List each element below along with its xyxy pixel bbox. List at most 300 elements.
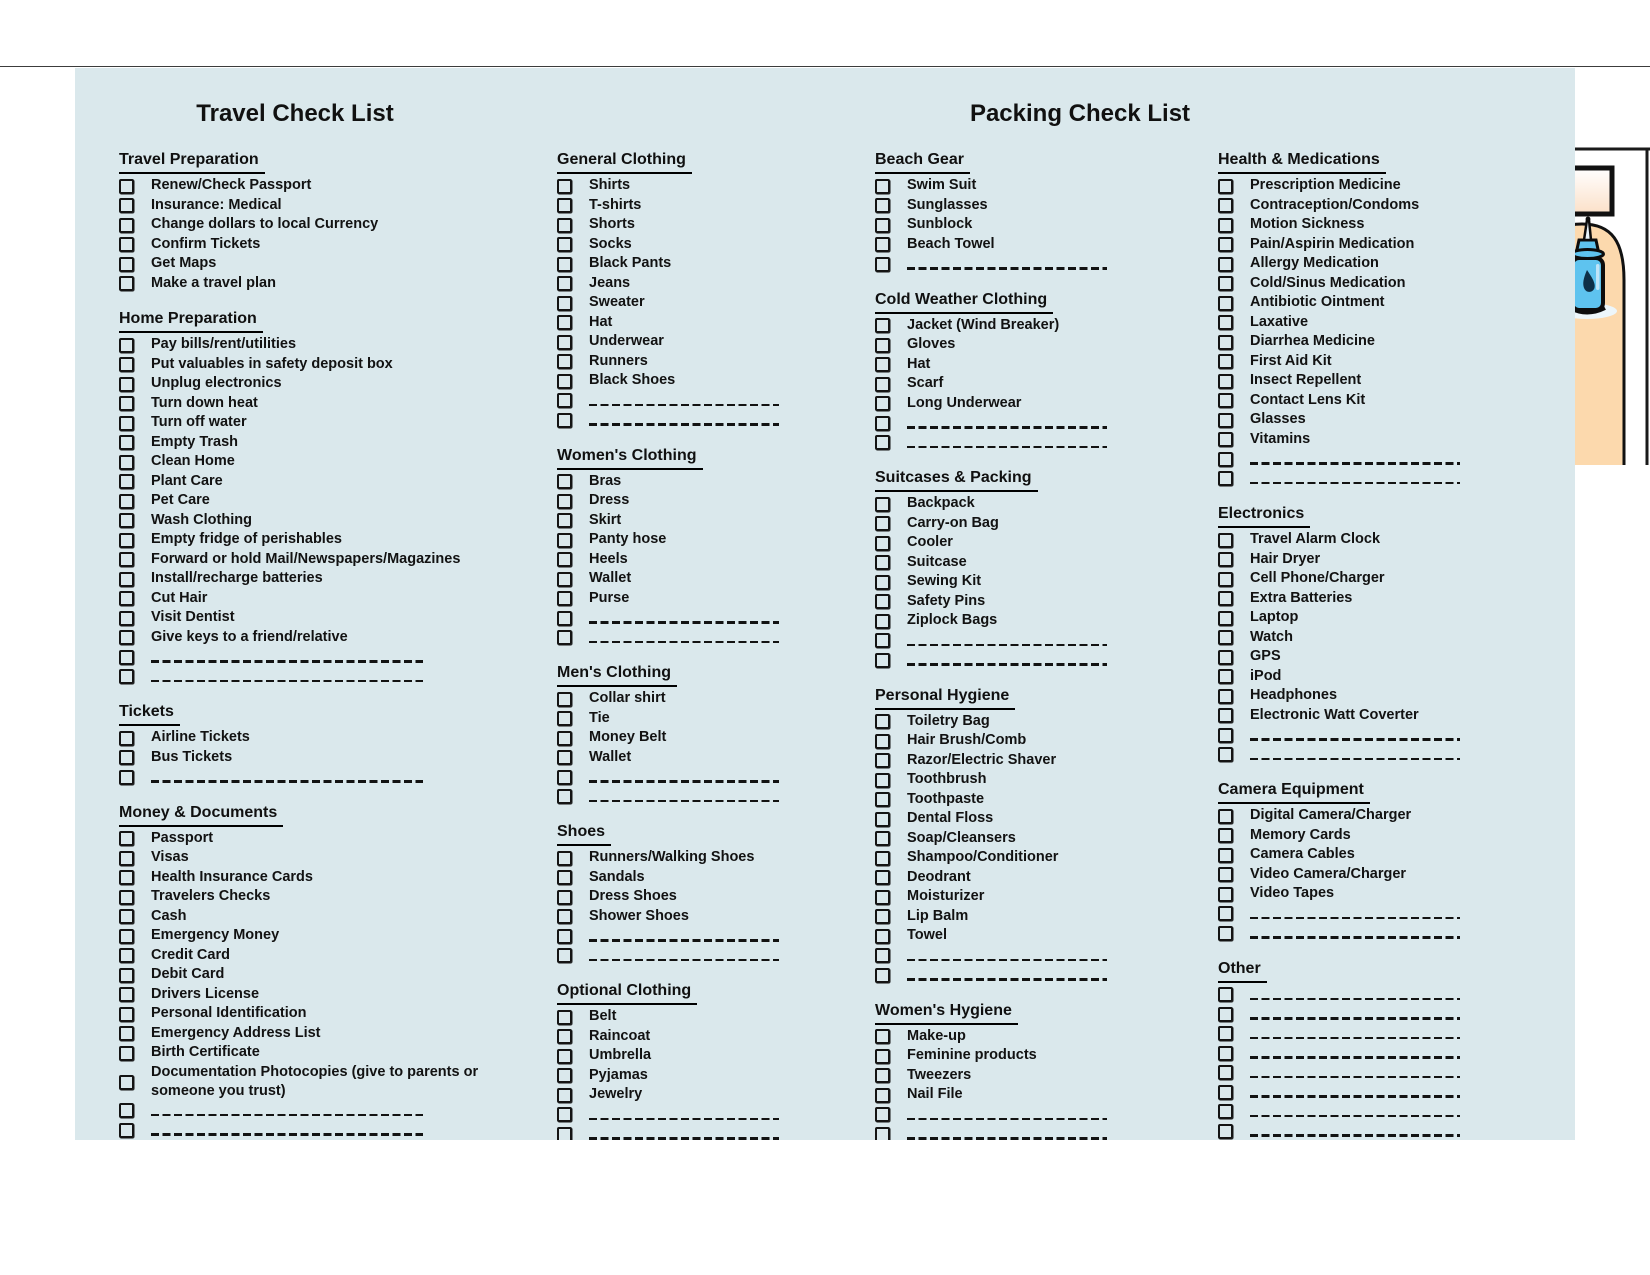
checklist-row xyxy=(557,608,837,628)
checklist-item-label: Sandals xyxy=(589,868,645,885)
checklist-column-2 xyxy=(557,150,837,1140)
checklist-item-label: Put valuables in safety deposit box xyxy=(151,355,393,372)
checklist-item-label: Confirm Tickets xyxy=(151,235,261,252)
checklist-item-label: Tie xyxy=(589,709,610,726)
checklist-item-label: Shorts xyxy=(589,216,635,233)
checklist-item-label: Travel Alarm Clock xyxy=(1250,531,1381,548)
checklist-row xyxy=(557,1007,837,1027)
checklist-row xyxy=(1218,923,1518,943)
checklist-row xyxy=(557,274,837,294)
checkbox-icon xyxy=(1218,987,1233,1002)
checklist-row xyxy=(1218,352,1518,372)
checklist-item-label: Cash xyxy=(151,907,187,924)
checkbox-icon xyxy=(1218,689,1233,704)
checklist-row xyxy=(875,731,1155,751)
checklist-item-label: Sunblock xyxy=(907,216,973,233)
checkbox-icon xyxy=(119,987,134,1002)
checkbox-icon xyxy=(875,929,890,944)
checklist-row xyxy=(119,848,519,868)
checklist-row xyxy=(557,235,837,255)
section-heading: Camera Equipment xyxy=(1218,780,1370,804)
checklist-row xyxy=(557,628,837,648)
checklist-section xyxy=(875,290,1155,453)
checklist-item-label: Forward or hold Mail/Newspapers/Magazines xyxy=(151,550,461,567)
checklist-item-label: Jewelry xyxy=(589,1086,643,1103)
checklist-section xyxy=(1218,959,1518,1141)
section-heading: Cold Weather Clothing xyxy=(875,290,1053,314)
checklist-row xyxy=(119,394,519,414)
checklist-item-label: Glasses xyxy=(1250,411,1306,428)
checkbox-icon xyxy=(119,474,134,489)
checkbox-icon xyxy=(557,630,572,645)
checklist-row xyxy=(1218,313,1518,333)
checklist-row xyxy=(875,611,1155,631)
checkbox-icon xyxy=(875,396,890,411)
blank-write-in-line xyxy=(589,404,779,407)
checkbox-icon xyxy=(1218,198,1233,213)
checklist-section xyxy=(875,1001,1155,1141)
checkbox-icon xyxy=(119,770,134,785)
checklist-row xyxy=(119,829,519,849)
checklist-row xyxy=(557,569,837,589)
checkbox-icon xyxy=(557,413,572,428)
checklist-row xyxy=(1218,569,1518,589)
checklist-row xyxy=(875,1105,1155,1125)
checklist-item-label: Cold/Sinus Medication xyxy=(1250,274,1406,291)
checklist-item-label: Lip Balm xyxy=(907,907,969,924)
checkbox-icon xyxy=(557,611,572,626)
checklist-item-label: Purse xyxy=(589,589,630,606)
checkbox-icon xyxy=(1218,728,1233,743)
checklist-section xyxy=(1218,150,1518,488)
checklist-row xyxy=(119,1063,519,1101)
checklist-item-label: Motion Sickness xyxy=(1250,216,1365,233)
section-heading: Shoes xyxy=(557,822,611,846)
checkbox-icon xyxy=(557,692,572,707)
checkbox-icon xyxy=(1218,237,1233,252)
checklist-row xyxy=(875,712,1155,732)
checklist-item-label: Pay bills/rent/utilities xyxy=(151,336,297,353)
checklist-row xyxy=(119,491,519,511)
checkbox-icon xyxy=(119,669,134,684)
checkbox-icon xyxy=(875,890,890,905)
checklist-section xyxy=(875,686,1155,985)
checklist-row xyxy=(557,332,837,352)
checklist-row xyxy=(1218,686,1518,706)
checkbox-icon xyxy=(119,533,134,548)
checklist-section xyxy=(875,468,1155,670)
checklist-row xyxy=(1218,667,1518,687)
checklist-row xyxy=(119,569,519,589)
checkbox-icon xyxy=(119,909,134,924)
checklist-section xyxy=(119,803,519,1140)
checkbox-icon xyxy=(557,393,572,408)
checklist-row xyxy=(119,433,519,453)
checklist-item-label: Underwear xyxy=(589,333,664,350)
checklist-row xyxy=(1218,745,1518,765)
blank-write-in-line xyxy=(589,423,779,426)
checkbox-icon xyxy=(1218,887,1233,902)
checklist-item-label: Passport xyxy=(151,829,214,846)
checkbox-icon xyxy=(1218,432,1233,447)
blank-write-in-line xyxy=(1250,936,1460,939)
checklist-item-label: Airline Tickets xyxy=(151,729,250,746)
checklist-item-label: Debit Card xyxy=(151,966,225,983)
blank-write-in-line xyxy=(907,978,1107,981)
checklist-row xyxy=(557,511,837,531)
checklist-row xyxy=(875,829,1155,849)
checkbox-icon xyxy=(875,1127,890,1140)
blank-write-in-line xyxy=(907,663,1107,666)
checkbox-icon xyxy=(557,870,572,885)
checklist-row xyxy=(1218,706,1518,726)
checklist-section xyxy=(1218,780,1518,943)
checklist-row xyxy=(875,1085,1155,1105)
checklist-item-label: Skirt xyxy=(589,511,622,528)
checklist-row xyxy=(1218,608,1518,628)
checkbox-icon xyxy=(875,653,890,668)
checklist-row xyxy=(1218,1121,1518,1140)
checklist-row xyxy=(875,770,1155,790)
checklist-row xyxy=(557,215,837,235)
checklist-item-label: Make-up xyxy=(907,1027,966,1044)
blank-write-in-line xyxy=(589,641,779,644)
checklist-row xyxy=(1218,430,1518,450)
checklist-row xyxy=(1218,1082,1518,1102)
checkbox-icon xyxy=(557,890,572,905)
checklist-section xyxy=(875,150,1155,274)
checklist-row xyxy=(119,589,519,609)
checklist-item-label: Wash Clothing xyxy=(151,511,252,528)
checklist-row xyxy=(119,946,519,966)
checkbox-icon xyxy=(1218,1007,1233,1022)
checklist-row xyxy=(1218,1043,1518,1063)
checkbox-icon xyxy=(119,513,134,528)
checklist-row xyxy=(1218,647,1518,667)
checkbox-icon xyxy=(875,416,890,431)
section-heading: Women's Hygiene xyxy=(875,1001,1018,1025)
checklist-row xyxy=(119,1024,519,1044)
checklist-item-label: Get Maps xyxy=(151,255,217,272)
checkbox-icon xyxy=(875,357,890,372)
blank-write-in-line xyxy=(589,800,779,803)
checklist-item-label: Cooler xyxy=(907,534,953,551)
blank-write-in-line xyxy=(1250,1095,1460,1098)
checklist-row xyxy=(557,313,837,333)
checklist-section xyxy=(557,150,837,430)
checklist-row xyxy=(1218,196,1518,216)
checkbox-icon xyxy=(557,948,572,963)
checklist-item-label: Beach Towel xyxy=(907,235,995,252)
blank-write-in-line xyxy=(1250,1017,1460,1020)
checkbox-icon xyxy=(1218,552,1233,567)
checkbox-icon xyxy=(1218,708,1233,723)
section-heading: Women's Clothing xyxy=(557,446,703,470)
checklist-item-label: Moisturizer xyxy=(907,888,985,905)
checklist-row xyxy=(119,926,519,946)
checklist-item-label: Swim Suit xyxy=(907,177,977,194)
checklist-item-label: Raincoat xyxy=(589,1027,651,1044)
checklist-row xyxy=(119,767,519,787)
checklist-row xyxy=(557,1027,837,1047)
checkbox-icon xyxy=(119,591,134,606)
checklist-item-label: Laxative xyxy=(1250,313,1309,330)
checklist-row xyxy=(875,413,1155,433)
checklist-item-label: Extra Batteries xyxy=(1250,589,1353,606)
checkbox-icon xyxy=(1218,335,1233,350)
checklist-row xyxy=(1218,469,1518,489)
checkbox-icon xyxy=(1218,413,1233,428)
checklist-item-label: Jeans xyxy=(589,274,631,291)
checkbox-icon xyxy=(1218,1046,1233,1061)
checklist-row xyxy=(557,550,837,570)
checklist-row xyxy=(1218,391,1518,411)
bottle-nozzle-tip xyxy=(1586,217,1591,222)
checkbox-icon xyxy=(119,948,134,963)
checklist-item-label: Umbrella xyxy=(589,1047,652,1064)
checklist-row xyxy=(875,1124,1155,1140)
checklist-item-label: Install/recharge batteries xyxy=(151,570,323,587)
checklist-row xyxy=(119,647,519,667)
checklist-row xyxy=(1218,332,1518,352)
checkbox-icon xyxy=(1218,809,1233,824)
checkbox-icon xyxy=(875,516,890,531)
checkbox-icon xyxy=(875,536,890,551)
checkbox-icon xyxy=(557,909,572,924)
section-heading: Travel Preparation xyxy=(119,150,265,174)
clipart-sign-rectangle xyxy=(1570,168,1612,214)
checkbox-icon xyxy=(119,870,134,885)
checklist-row xyxy=(557,293,837,313)
checkbox-icon xyxy=(875,1029,890,1044)
checkbox-icon xyxy=(557,354,572,369)
checklist-row xyxy=(557,787,837,807)
checklist-row xyxy=(119,985,519,1005)
blank-write-in-line xyxy=(1250,758,1460,761)
checklist-item-label: Black Shoes xyxy=(589,372,676,389)
checkbox-icon xyxy=(119,1026,134,1041)
checkbox-icon xyxy=(1218,630,1233,645)
checkbox-icon xyxy=(875,714,890,729)
checklist-item-label: Carry-on Bag xyxy=(907,514,999,531)
checklist-row xyxy=(875,316,1155,336)
checklist-item-label: Sweater xyxy=(589,294,645,311)
checklist-row xyxy=(557,689,837,709)
checklist-section xyxy=(1218,504,1518,764)
checkbox-icon xyxy=(875,435,890,450)
blank-write-in-line xyxy=(589,1118,779,1121)
checklist-row xyxy=(119,1101,519,1121)
checklist-row xyxy=(557,391,837,411)
checkbox-icon xyxy=(557,513,572,528)
checklist-item-label: Shampoo/Conditioner xyxy=(907,849,1059,866)
checkbox-icon xyxy=(1218,650,1233,665)
checkbox-icon xyxy=(1218,179,1233,194)
checkbox-icon xyxy=(557,789,572,804)
blank-write-in-line xyxy=(907,959,1107,962)
checklist-row xyxy=(875,553,1155,573)
checkbox-icon xyxy=(875,497,890,512)
checkbox-icon xyxy=(875,909,890,924)
checkbox-icon xyxy=(557,1049,572,1064)
section-heading: Optional Clothing xyxy=(557,981,697,1005)
checkbox-icon xyxy=(557,851,572,866)
checklist-row xyxy=(1218,1024,1518,1044)
checkbox-icon xyxy=(119,552,134,567)
checkbox-icon xyxy=(119,416,134,431)
checkbox-icon xyxy=(557,374,572,389)
checklist-row xyxy=(1218,985,1518,1005)
blank-write-in-line xyxy=(907,426,1107,429)
checklist-item-label: Wallet xyxy=(589,748,632,765)
checkbox-icon xyxy=(119,831,134,846)
checklist-column-1 xyxy=(119,150,519,1140)
checklist-item-label: Heels xyxy=(589,550,628,567)
checklist-row xyxy=(119,472,519,492)
checklist-row xyxy=(557,887,837,907)
checklist-item-label: Backpack xyxy=(907,495,975,512)
checkbox-icon xyxy=(1218,315,1233,330)
checklist-row xyxy=(119,374,519,394)
checklist-item-label: Socks xyxy=(589,235,632,252)
checklist-item-label: Contraception/Condoms xyxy=(1250,196,1420,213)
checklist-row xyxy=(119,550,519,570)
checkbox-icon xyxy=(875,753,890,768)
checklist-row xyxy=(875,215,1155,235)
checklist-item-label: Personal Identification xyxy=(151,1005,307,1022)
bottle-highlight xyxy=(1596,264,1600,290)
checklist-row xyxy=(557,196,837,216)
checklist-item-label: Renew/Check Passport xyxy=(151,177,312,194)
checklist-column-4 xyxy=(1218,150,1518,1140)
checkbox-icon xyxy=(1218,1065,1233,1080)
checklist-row xyxy=(875,176,1155,196)
checklist-item-label: Diarrhea Medicine xyxy=(1250,333,1375,350)
checkbox-icon xyxy=(119,377,134,392)
checkbox-icon xyxy=(557,533,572,548)
checkbox-icon xyxy=(119,750,134,765)
checklist-row xyxy=(557,1085,837,1105)
checkbox-icon xyxy=(875,318,890,333)
checklist-row xyxy=(119,667,519,687)
checklist-row xyxy=(875,650,1155,670)
checkbox-icon xyxy=(1218,867,1233,882)
blank-write-in-line xyxy=(1250,1115,1460,1118)
checklist-row xyxy=(119,907,519,927)
checklist-row xyxy=(875,848,1155,868)
checkbox-icon xyxy=(875,237,890,252)
blank-write-in-line xyxy=(589,780,779,783)
checklist-item-label: Allergy Medication xyxy=(1250,255,1379,272)
checklist-row xyxy=(119,728,519,748)
checkbox-icon xyxy=(557,1107,572,1122)
checkbox-icon xyxy=(875,870,890,885)
checklist-row xyxy=(1218,589,1518,609)
section-heading: General Clothing xyxy=(557,150,692,174)
checkbox-icon xyxy=(557,711,572,726)
checklist-row xyxy=(557,748,837,768)
checklist-row xyxy=(1218,235,1518,255)
checklist-item-label: Contact Lens Kit xyxy=(1250,391,1366,408)
checklist-row xyxy=(875,1046,1155,1066)
checklist-row xyxy=(1218,1063,1518,1083)
section-heading: Electronics xyxy=(1218,504,1310,528)
checkbox-icon xyxy=(557,1088,572,1103)
checkbox-icon xyxy=(119,494,134,509)
checklist-item-label: Turn off water xyxy=(151,414,247,431)
checkbox-icon xyxy=(1218,906,1233,921)
checklist-item-label: Unplug electronics xyxy=(151,375,282,392)
blank-write-in-line xyxy=(1250,482,1460,485)
blank-write-in-line xyxy=(589,621,779,624)
checklist-item-label: Feminine products xyxy=(907,1047,1037,1064)
checklist-row xyxy=(875,394,1155,414)
checkbox-icon xyxy=(875,555,890,570)
checklist-item-label: Electronic Watt Coverter xyxy=(1250,706,1419,723)
checklist-section xyxy=(119,702,519,787)
checklist-item-label: Runners/Walking Shoes xyxy=(589,849,755,866)
checklist-item-label: Health Insurance Cards xyxy=(151,868,313,885)
checkbox-icon xyxy=(1218,1026,1233,1041)
section-heading: Home Preparation xyxy=(119,309,263,333)
checklist-row xyxy=(119,511,519,531)
section-heading: Tickets xyxy=(119,702,180,726)
checkbox-icon xyxy=(119,338,134,353)
checkbox-icon xyxy=(557,1068,572,1083)
checkbox-icon xyxy=(557,237,572,252)
checkbox-icon xyxy=(557,198,572,213)
checklist-row xyxy=(557,709,837,729)
checkbox-icon xyxy=(557,731,572,746)
checklist-row xyxy=(875,809,1155,829)
checkbox-icon xyxy=(875,1107,890,1122)
blank-write-in-line xyxy=(589,939,779,942)
checklist-row xyxy=(119,254,519,274)
checklist-item-label: Digital Camera/Charger xyxy=(1250,807,1412,824)
travel-check-list-title: Travel Check List xyxy=(196,100,394,127)
section-heading: Men's Clothing xyxy=(557,663,677,687)
checklist-section xyxy=(557,981,837,1140)
page-top-rule xyxy=(0,66,1650,67)
checklist-row xyxy=(119,413,519,433)
checklist-item-label: Travelers Checks xyxy=(151,888,271,905)
blank-write-in-line xyxy=(151,680,423,683)
checklist-item-label: Sewing Kit xyxy=(907,573,982,590)
section-heading: Other xyxy=(1218,959,1267,983)
checkbox-icon xyxy=(119,435,134,450)
checklist-row xyxy=(119,868,519,888)
checklist-item-label: Nail File xyxy=(907,1086,963,1103)
checklist-item-label: Turn down heat xyxy=(151,394,258,411)
checklist-item-label: T-shirts xyxy=(589,196,642,213)
checkbox-icon xyxy=(557,276,572,291)
checkbox-icon xyxy=(557,315,572,330)
blank-write-in-line xyxy=(1250,462,1460,465)
checklist-row xyxy=(1218,884,1518,904)
checklist-item-label: iPod xyxy=(1250,667,1282,684)
checklist-item-label: Memory Cards xyxy=(1250,826,1351,843)
checklist-row xyxy=(875,868,1155,888)
checklist-row xyxy=(875,790,1155,810)
checklist-item-label: Dress xyxy=(589,492,630,509)
checklist-row xyxy=(875,235,1155,255)
section-heading: Money & Documents xyxy=(119,803,283,827)
checklist-row xyxy=(119,335,519,355)
checkbox-icon xyxy=(557,591,572,606)
checklist-row xyxy=(557,1105,837,1125)
checklist-item-label: Pet Care xyxy=(151,492,210,509)
checklist-item-label: Drivers License xyxy=(151,985,260,1002)
